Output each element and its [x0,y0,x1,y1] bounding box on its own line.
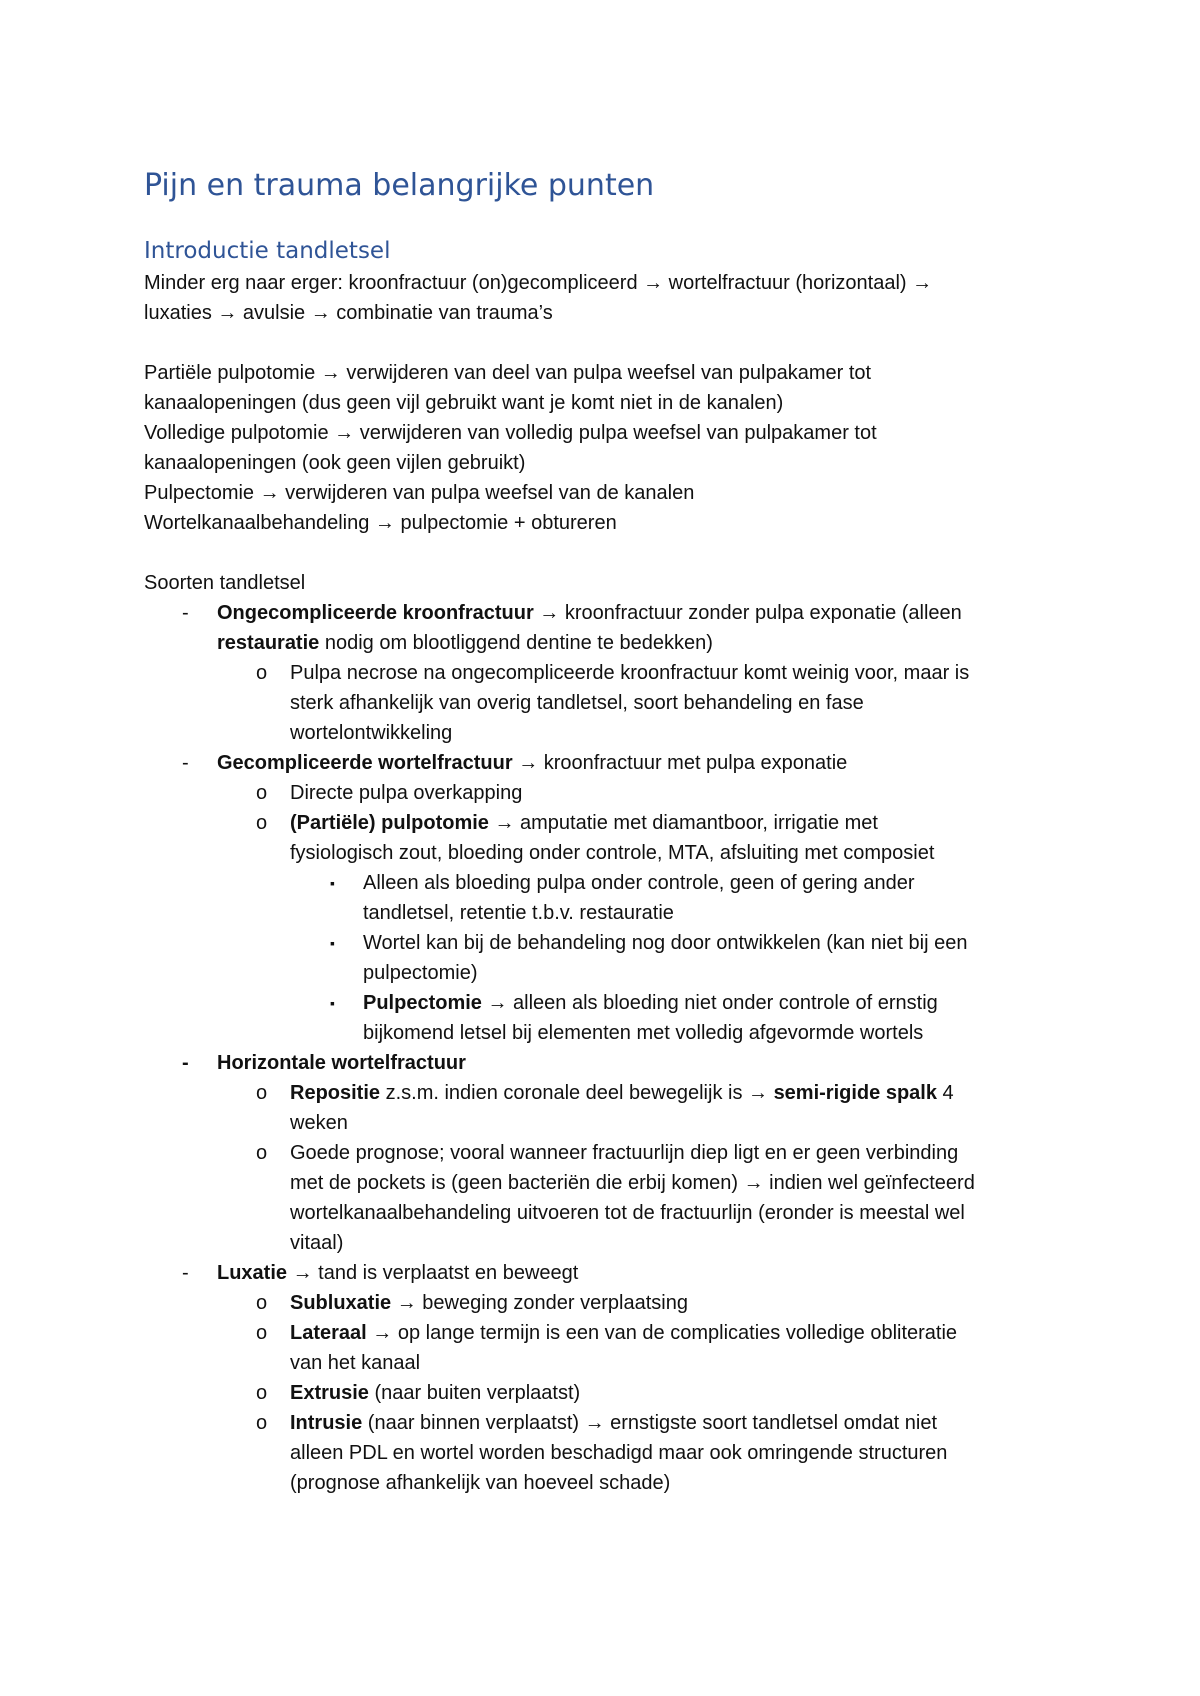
circle-bullet: o [256,1082,268,1104]
definition-line: kanaalopeningen (dus geen vijl gebruikt want je komt niet in de kanalen) [144,392,784,414]
list-item: - Gecompliceerde wortelfractuur → kroonfractuur met pulpa exponatie [144,748,1064,778]
dash-bullet: - [182,1052,189,1074]
page-title: Pijn en trauma belangrijke punten [144,168,655,203]
sub-list-item: o Intrusie (naar binnen verplaatst) → ernstigste soort tandletsel omdat niet alleen PDL en wortel worden beschadigd maar ook omringende structuren (prognose afhankelijk van hoeveel schade) [144,1408,1064,1498]
sub-sub-list-item: ▪ Wortel kan bij de behandeling nog door ontwikkelen (kan niet bij een pulpectomie) [144,928,1064,988]
sub-list-item: o Repositie z.s.m. indien coronale deel bewegelijk is → semi-rigide spalk 4 weken [144,1078,1064,1138]
circle-bullet: o [256,1322,268,1344]
dash-bullet: - [182,602,189,624]
circle-bullet: o [256,662,268,684]
circle-bullet: o [256,1292,268,1314]
dash-bullet: - [182,752,189,774]
definition-line: Partiële pulpotomie → verwijderen van deel van pulpa weefsel van pulpakamer tot [144,362,872,384]
list-item: - Horizontale wortelfractuur [144,1048,1064,1078]
sub-list-item: o (Partiële) pulpotomie → amputatie met diamantboor, irrigatie met fysiologisch zout, bloeding onder controle, MTA, afsluiting met composiet [144,808,1064,868]
square-bullet: ▪ [330,935,335,951]
dash-bullet: - [182,1262,189,1284]
section-heading-intro: Introductie tandletsel [144,238,391,264]
circle-bullet: o [256,1382,268,1404]
intro-line: Minder erg naar erger: kroonfractuur (on)gecompliceerd → wortelfractuur (horizontaal) → [144,272,933,294]
square-bullet: ▪ [330,995,335,1011]
list-item: - Ongecompliceerde kroonfractuur → kroonfractuur zonder pulpa exponatie (alleen restauratie nodig om blootliggend dentine te bedekken) [144,598,1064,658]
sub-list-item: o Goede prognose; vooral wanneer fractuurlijn diep ligt en er geen verbinding met de pockets is (geen bacteriën die erbij komen) → indien wel geïnfecteerd wortelkanaalbehandeling uitvoeren tot de fractuurlijn (eronder is meestal wel vitaal) [144,1138,1064,1258]
square-bullet: ▪ [330,875,335,891]
sub-list-item: o Directe pulpa overkapping [144,778,1064,808]
circle-bullet: o [256,1142,268,1164]
document-content [144,160,1064,1498]
intro-line: luxaties → avulsie → combinatie van trauma’s [144,302,553,324]
list-item: - Luxatie → tand is verplaatst en beweegt [144,1258,1064,1288]
sub-list-item: o Subluxatie → beweging zonder verplaatsing [144,1288,1064,1318]
circle-bullet: o [256,812,268,834]
sub-sub-list-item: ▪ Pulpectomie → alleen als bloeding niet onder controle of ernstig bijkomend letsel bij elementen met volledig afgevormde wortels [144,988,1064,1048]
circle-bullet: o [256,782,268,804]
list-heading-soorten: Soorten tandletsel [144,572,306,594]
sub-sub-list-item: ▪ Alleen als bloeding pulpa onder controle, geen of gering ander tandletsel, retentie t.b.v. restauratie [144,868,1064,928]
sub-list-item: o Lateraal → op lange termijn is een van de complicaties volledige obliteratie van het kanaal [144,1318,1064,1378]
definition-line: kanaalopeningen (ook geen vijlen gebruikt) [144,452,526,474]
sub-list-item: o Pulpa necrose na ongecompliceerde kroonfractuur komt weinig voor, maar is sterk afhankelijk van overig tandletsel, soort behandeling en fase wortelontwikkeling [144,658,1064,748]
definition-line: Pulpectomie → verwijderen van pulpa weefsel van de kanalen [144,482,695,504]
sub-list-item: o Extrusie (naar buiten verplaatst) [144,1378,1064,1408]
definition-line: Wortelkanaalbehandeling → pulpectomie + obtureren [144,512,617,534]
circle-bullet: o [256,1412,268,1434]
definition-line: Volledige pulpotomie → verwijderen van volledig pulpa weefsel van pulpakamer tot [144,422,877,444]
